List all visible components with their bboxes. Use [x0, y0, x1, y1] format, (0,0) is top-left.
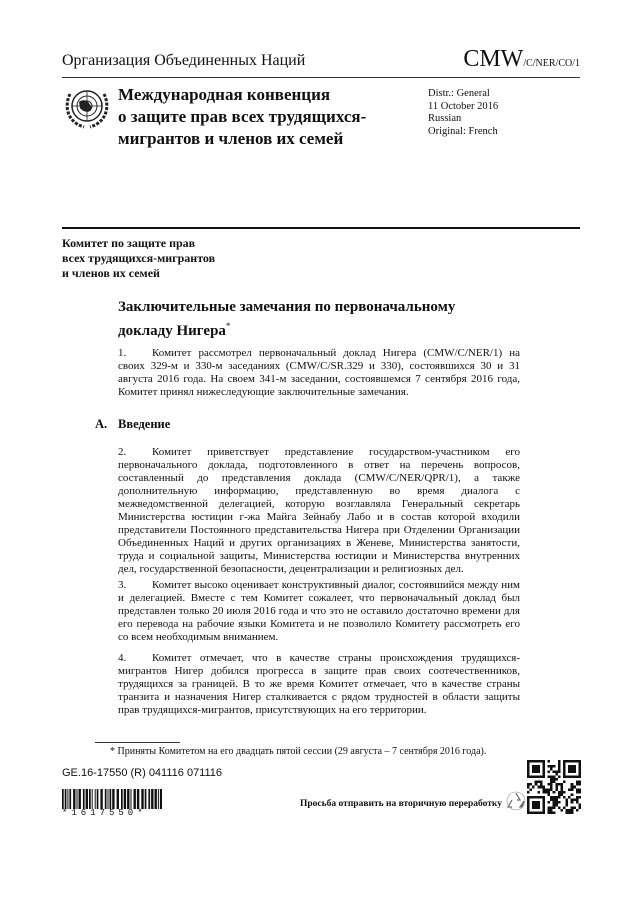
language: Russian	[428, 113, 462, 124]
paragraph-3	[118, 579, 520, 644]
title-line: Международная конвенция	[118, 85, 331, 104]
footnote-mark: *	[225, 321, 231, 331]
paragraph-1	[118, 347, 520, 399]
section-title: Введение	[118, 417, 171, 431]
paragraph-number: 1.	[118, 347, 127, 359]
paragraph-2	[118, 446, 520, 576]
header-rule	[62, 77, 580, 78]
footnote-rule	[95, 742, 180, 743]
paragraph-text: Комитет высоко оценивает конструктивный диалог, состоявшийся между ним и делегацией. Вместе с тем Комитет сожалеет, что первоначальный доклад был представлен только 20 июля 2016 года и что это не оставило достаточно времени для его перевода на рабочие языки Комитета и не позволило Комитету рассмотреть его со всем необходимым вниманием.	[118, 579, 520, 643]
original-language: Original: French	[428, 125, 498, 137]
paragraph-text: Комитет отмечает, что в качестве страны происхождения трудящихся-мигрантов Нигер добился прогресса в защите прав своих соотечественников, трудящихся за границей. В то же время Комитет отмечает, что в качестве страны транзита и назначения Нигер сталкивается с рядом трудностей в области защиты прав трудящихся-мигрантов, присутствующих на его территории.	[118, 652, 520, 716]
recycle-note: Просьба отправить на вторичную переработку	[300, 799, 502, 809]
document-symbol	[463, 46, 580, 73]
paragraph-number: 3.	[118, 579, 127, 591]
committee-name	[62, 236, 215, 281]
title-line: о защите прав всех трудящихся-	[118, 107, 367, 126]
title-rule	[62, 227, 580, 229]
date: 11 October 2016	[428, 100, 499, 112]
recycle-icon	[505, 790, 527, 812]
convention-title	[118, 84, 366, 150]
un-emblem-icon	[62, 82, 112, 132]
paragraph-number: 4.	[118, 652, 127, 664]
section-heading-a	[95, 417, 170, 432]
symbol-main: CMW	[463, 46, 524, 72]
committee-line: Комитет по защите прав	[62, 236, 196, 250]
heading-text: докладу Нигера	[118, 323, 226, 339]
barcode-icon	[62, 789, 162, 809]
committee-line: всех трудящихся-мигрантов	[62, 251, 216, 265]
section-letter: A.	[95, 417, 108, 431]
document-heading	[118, 298, 455, 341]
qr-code-icon	[527, 760, 581, 814]
paragraph-number: 2.	[118, 446, 127, 458]
heading-line	[118, 317, 455, 341]
title-line: мигрантов и членов их семей	[118, 129, 344, 148]
symbol-suffix: /C/NER/CO/1	[523, 58, 580, 69]
paragraph-text: Комитет рассмотрел первоначальный доклад Нигера (CMW/C/NER/1) на своих 329-м и 330-м заседаниях (CMW/C/SR.329 и 330), состоявшихся 30 и 31 августа 2016 года. На своем 341-м заседании, состоявшемся 7 сентября 2016 года, Комитет принял нижеследующие заключительные замечания.	[118, 347, 520, 398]
barcode-number: *1617550*	[62, 808, 147, 818]
committee-line: и членов их семей	[62, 266, 160, 280]
footnote: * Приняты Комитетом на его двадцать пятой сессии (29 августа – 7 сентября 2016 года).	[110, 746, 487, 757]
organization-name: Организация Объединенных Наций	[62, 52, 306, 69]
job-number: GE.16-17550 (R) 041116 071116	[62, 767, 223, 779]
distribution-info	[428, 88, 498, 138]
heading-line: Заключительные замечания по первоначальному	[118, 299, 456, 315]
distr: Distr.: General	[428, 88, 490, 99]
paragraph-text: Комитет приветствует представление государством-участником его первоначального доклада, подготовленного в ответ на перечень вопросов, составленный до представления доклада (CMW/C/NER/QPR/1), а также дополнительную информацию, представленную во время диалога с межведомственной делегацией, которую возглавляла Генеральный секретарь Министерства юстиции г-жа Майга Зейнабу Лабо и в состав которой входили представители Постоянного представительства Нигера при Отделении Организации Объединенных Наций и других организациях в Женеве, Министерства занятости, труда и социальной защиты, Министерства юстиции и Министерства внутренних дел, государственной безопасности, децентрализации и религиозных дел.	[118, 446, 520, 575]
paragraph-4	[118, 652, 520, 717]
